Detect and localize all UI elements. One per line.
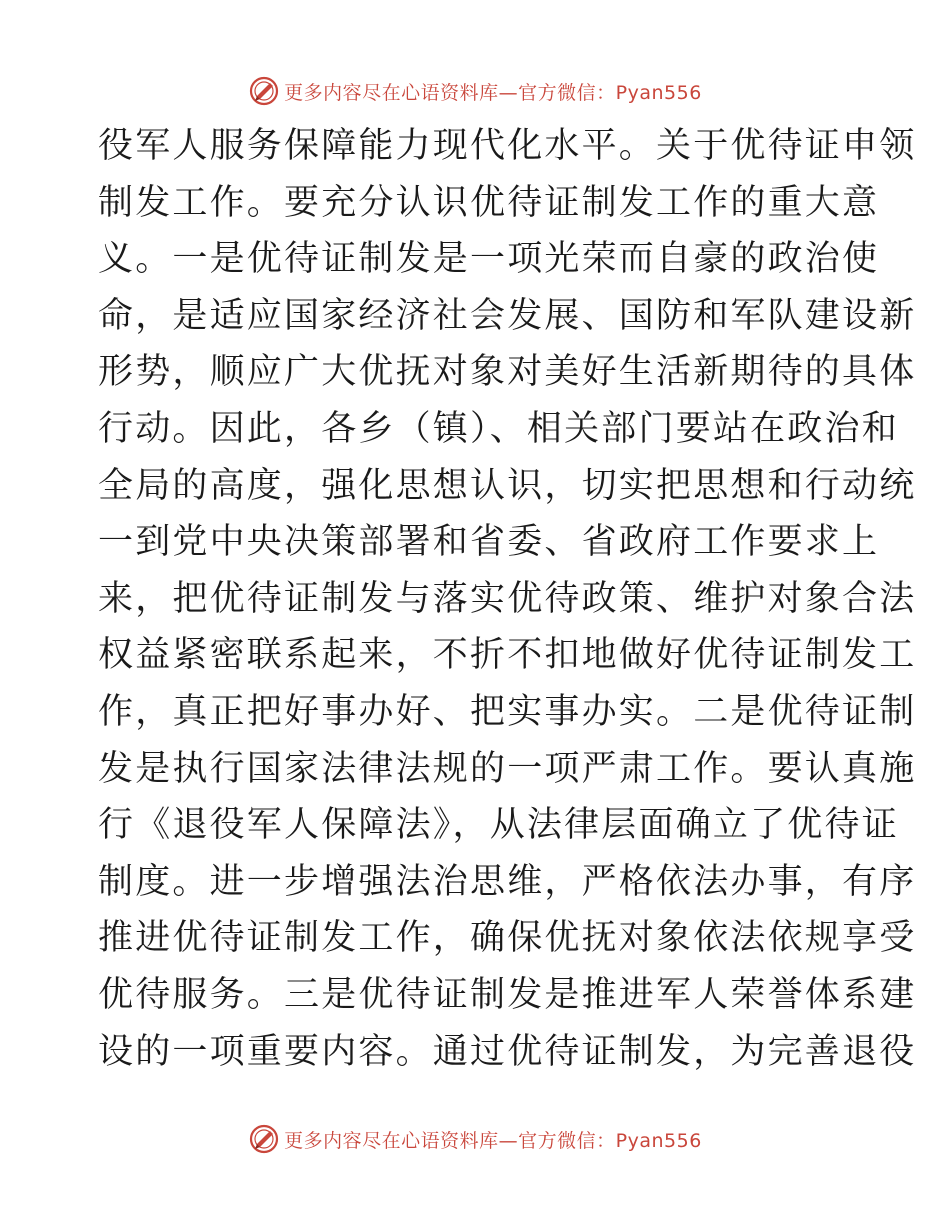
body-line: 权益紧密联系起来，不折不扣地做好优待证制发工: [98, 635, 917, 676]
watermark-slogan: 更多内容尽在心语资料库: [284, 81, 499, 104]
body-line: 制发工作。要充分认识优待证制发工作的重大意: [98, 182, 880, 223]
book-pen-logo-icon: [248, 1123, 280, 1155]
body-line: 优待服务。三是优待证制发是推进军人荣誉体系建: [98, 974, 917, 1015]
body-line: 行《退役军人保障法》，从法律层面确立了优待证: [98, 805, 899, 846]
body-line: 役军人服务保障能力现代化水平。关于优待证申领: [98, 126, 917, 166]
footer-watermark: [0, 1122, 950, 1156]
watermark-text: [284, 1126, 702, 1153]
watermark-separator: —: [498, 1129, 519, 1152]
body-line: 全局的高度，强化思想认识，切实把思想和行动统: [98, 465, 917, 506]
body-line: 推进优待证制发工作，确保优抚对象依法依规享受: [98, 918, 917, 959]
body-line: 义。一是优待证制发是一项光荣而自豪的政治使: [98, 239, 880, 280]
book-pen-logo-icon: [248, 75, 280, 107]
body-line: 命，是适应国家经济社会发展、国防和军队建设新: [98, 295, 917, 336]
watermark-slogan: 更多内容尽在心语资料库: [284, 1129, 499, 1152]
watermark-contact: 官方微信：Pyan556: [518, 81, 702, 104]
body-line: 作，真正把好事办好、把实事办实。二是优待证制: [98, 691, 917, 732]
watermark-contact: 官方微信：Pyan556: [518, 1129, 702, 1152]
body-line: 一到党中央决策部署和省委、省政府工作要求上: [98, 522, 880, 563]
watermark-text: [284, 78, 702, 105]
watermark-separator: —: [498, 81, 519, 104]
body-line: 来，把优待证制发与落实优待政策、维护对象合法: [98, 578, 917, 619]
body-line: 行动。因此，各乡（镇）、相关部门要站在政治和: [98, 408, 899, 449]
body-line: 形势，顺应广大优抚对象对美好生活新期待的具体: [98, 352, 917, 393]
header-watermark: [0, 74, 950, 108]
body-line: 发是执行国家法律法规的一项严肃工作。要认真施: [98, 748, 917, 789]
body-line: 设的一项重要内容。通过优待证制发，为完善退役: [98, 1031, 917, 1072]
body-line: 制度。进一步增强法治思维，严格依法办事，有序: [98, 861, 917, 902]
document-body: [98, 118, 917, 1080]
